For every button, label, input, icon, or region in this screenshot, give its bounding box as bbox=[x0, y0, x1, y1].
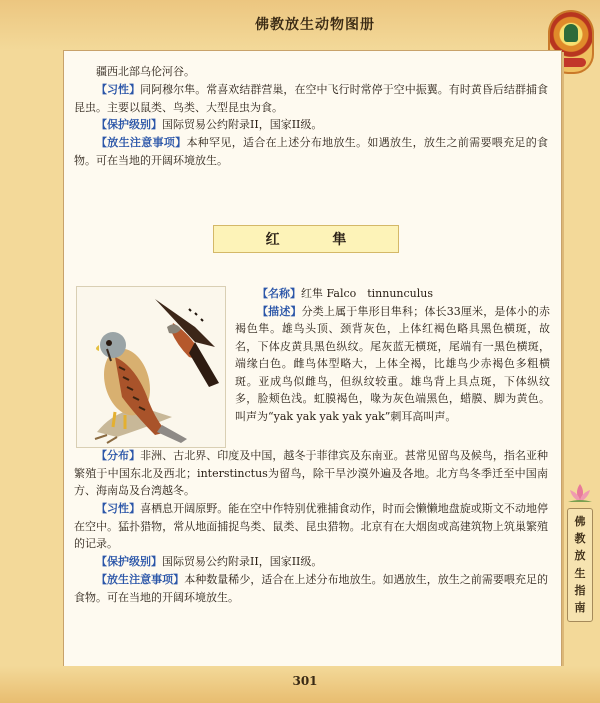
side-banner-char: 放 bbox=[574, 549, 586, 563]
species-habit-label: 【习性】 bbox=[96, 502, 141, 515]
kestrel-illustration bbox=[76, 286, 226, 448]
name-label: 【名称】 bbox=[257, 287, 301, 300]
intro-release-paragraph: 【放生注意事项】本种罕见，适合在上述分布地放生。如遇放生，放生之前需要喂充足的食物。可在当地的开阔环境放生。 bbox=[74, 136, 549, 167]
flying-kestrel bbox=[155, 299, 219, 387]
distribution-paragraph: 【分布】非洲、古北界、印度及中国，越冬于菲律宾及东南亚。甚常见留鸟及候鸟，指名亚种繁殖于中国东北及西北；interstinctus为留鸟，除干旱沙漠外遍及各地。北方鸟冬季迁至中国南方、海南岛及台湾越冬。 bbox=[74, 449, 549, 497]
species-title: 红 隼 bbox=[213, 225, 399, 253]
species-release-label: 【放生注意事项】 bbox=[96, 573, 185, 586]
side-banner-char: 指 bbox=[574, 583, 586, 597]
lotus-icon bbox=[566, 482, 594, 504]
side-banner bbox=[567, 508, 593, 622]
side-banner-char: 生 bbox=[574, 566, 586, 580]
distribution-label: 【分布】 bbox=[96, 449, 141, 462]
release-label: 【放生注意事项】 bbox=[96, 136, 187, 149]
intro-habit-paragraph: 【习性】同阿穆尔隼。常喜欢结群营巢，在空中飞行时常停于空中振翼。有时黄昏后结群捕食昆虫。主要以鼠类、鸟类、大型昆虫为食。 bbox=[74, 83, 549, 114]
species-name-description bbox=[235, 285, 550, 425]
habit-paragraph: 【习性】喜栖息开阔原野。能在空中作特别优雅捕食动作，时而会懒懒地盘旋或斯文不动地停在空中。猛扑猎物，常从地面捕捉鸟类、鼠类、昆虫猎物。北京有在大烟囱或高建筑物上筑巢繁殖的记录。 bbox=[74, 502, 549, 550]
name-paragraph: 【名称】红隼 Falco tinnunculus bbox=[257, 287, 434, 300]
buddha-figure bbox=[564, 24, 578, 42]
protection-label: 【保护级别】 bbox=[96, 118, 162, 131]
side-banner-char: 南 bbox=[574, 601, 586, 615]
protection-paragraph: 【保护级别】国际贸易公约附录II，国家II级。 bbox=[96, 555, 323, 568]
intro-paragraph-1: 疆西北部乌伦河谷。 bbox=[96, 65, 195, 78]
book-title: 佛教放生动物图册 bbox=[255, 17, 375, 33]
content-page bbox=[63, 50, 562, 668]
side-banner-char: 佛 bbox=[574, 514, 586, 528]
description-label: 【描述】 bbox=[257, 304, 302, 318]
perched-kestrel bbox=[95, 332, 187, 443]
habit-label: 【习性】 bbox=[96, 83, 141, 96]
intro-protection-paragraph: 【保护级别】国际贸易公约附录II，国家II级。 bbox=[96, 118, 323, 131]
page-number: 301 bbox=[292, 674, 318, 688]
description-paragraph: 【描述】分类上属于隼形目隼科；体长33厘米，是体小的赤褐色隼。雄鸟头顶、颈背灰色，上体红褐色略具黑色横斑，故名，下体皮黄具黑色纵纹。尾灰蓝无横斑，尾端有一黑色横斑，端缘白色。雌鸟体型略大，上体全褐，比雄鸟少赤褐色多粗横斑。亚成鸟似雌鸟，但纵纹较重。雄鸟背上具点斑，下体纵纹多，脸颊色浅。虹膜褐色，喙为灰色端黑色，蜡膜、脚为黄色。 叫声为“yak yak yak yak yak”刺耳高叫声。 bbox=[235, 304, 550, 423]
species-protection-label: 【保护级别】 bbox=[96, 555, 162, 568]
kestrel-drawing bbox=[77, 287, 225, 447]
release-paragraph: 【放生注意事项】本种数量稀少，适合在上述分布地放生。如遇放生，放生之前需要喂充足的食物。可在当地的开阔环境放生。 bbox=[74, 573, 549, 604]
side-banner-char: 教 bbox=[574, 531, 586, 545]
